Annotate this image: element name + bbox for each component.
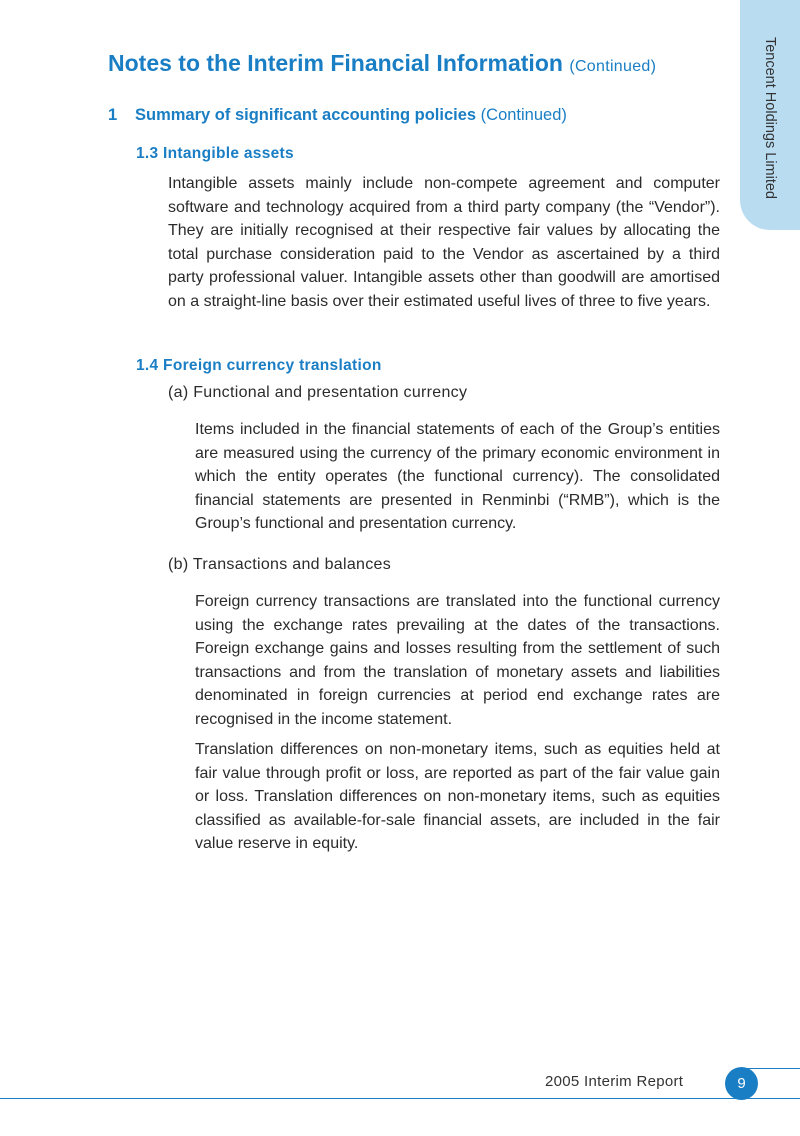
intangible-assets-paragraph: Intangible assets mainly include non-compete agreement and computer software and technology acquired from a third party company (the “Vendor”). They are initially recognised at their respective fair values by allocating the total purchase consideration paid to the Vendor as ascertained by a third party professional valuer. Intangible assets other than goodwill are amortised on a straight-line basis over their estimated useful lives of three to five years. [168, 175, 720, 310]
transactions-paragraph-2: Translation differences on non-monetary items, such as equities held at fair value through profit or loss, are reported as part of the fair value gain or loss. Translation differences on non-monetary items, such as equities classified as available-for-sale financial assets, are included in the fair value reserve in equity. [195, 741, 720, 852]
page-title-continued: (Continued) [569, 58, 657, 75]
functional-currency-paragraph: Items included in the financial statements of each of the Group’s entities are measured using the currency of the primary economic environment in which the entity operates (the functional currency). The consolidated financial statements are presented in Renminbi (“RMB”), which is the Group’s functional and presentation currency. [195, 421, 720, 532]
subheading-foreign-currency: 1.4 Foreign currency translation [136, 357, 382, 374]
transactions-paragraph-1: Foreign currency transactions are translated into the functional currency using the exchange rates prevailing at the dates of the transactions. Foreign exchange gains and losses resulting from the settlement of such transactions and from the translation of monetary assets and liabilities denominated in foreign currencies at period end exchange rates are recognised in the income statement. [195, 593, 720, 728]
page-title-text: Notes to the Interim Financial Information [108, 50, 563, 76]
footer-report-title: 2005 Interim Report [545, 1073, 684, 1090]
section-heading [108, 106, 567, 125]
item-a-label: (a) Functional and presentation currency [168, 384, 468, 401]
page-number-badge: 9 [725, 1067, 758, 1100]
page-title [108, 50, 656, 77]
section-title: Summary of significant accounting policies [135, 106, 477, 124]
side-tab-label: Tencent Holdings Limited [762, 36, 778, 200]
section-number: 1 [108, 106, 118, 124]
footer-divider [0, 1098, 800, 1099]
side-tab [740, 0, 800, 230]
section-continued: (Continued) [480, 106, 567, 124]
footer-divider-top [745, 1068, 800, 1069]
item-b-label: (b) Transactions and balances [168, 556, 392, 573]
subheading-intangible-assets: 1.3 Intangible assets [136, 145, 294, 162]
